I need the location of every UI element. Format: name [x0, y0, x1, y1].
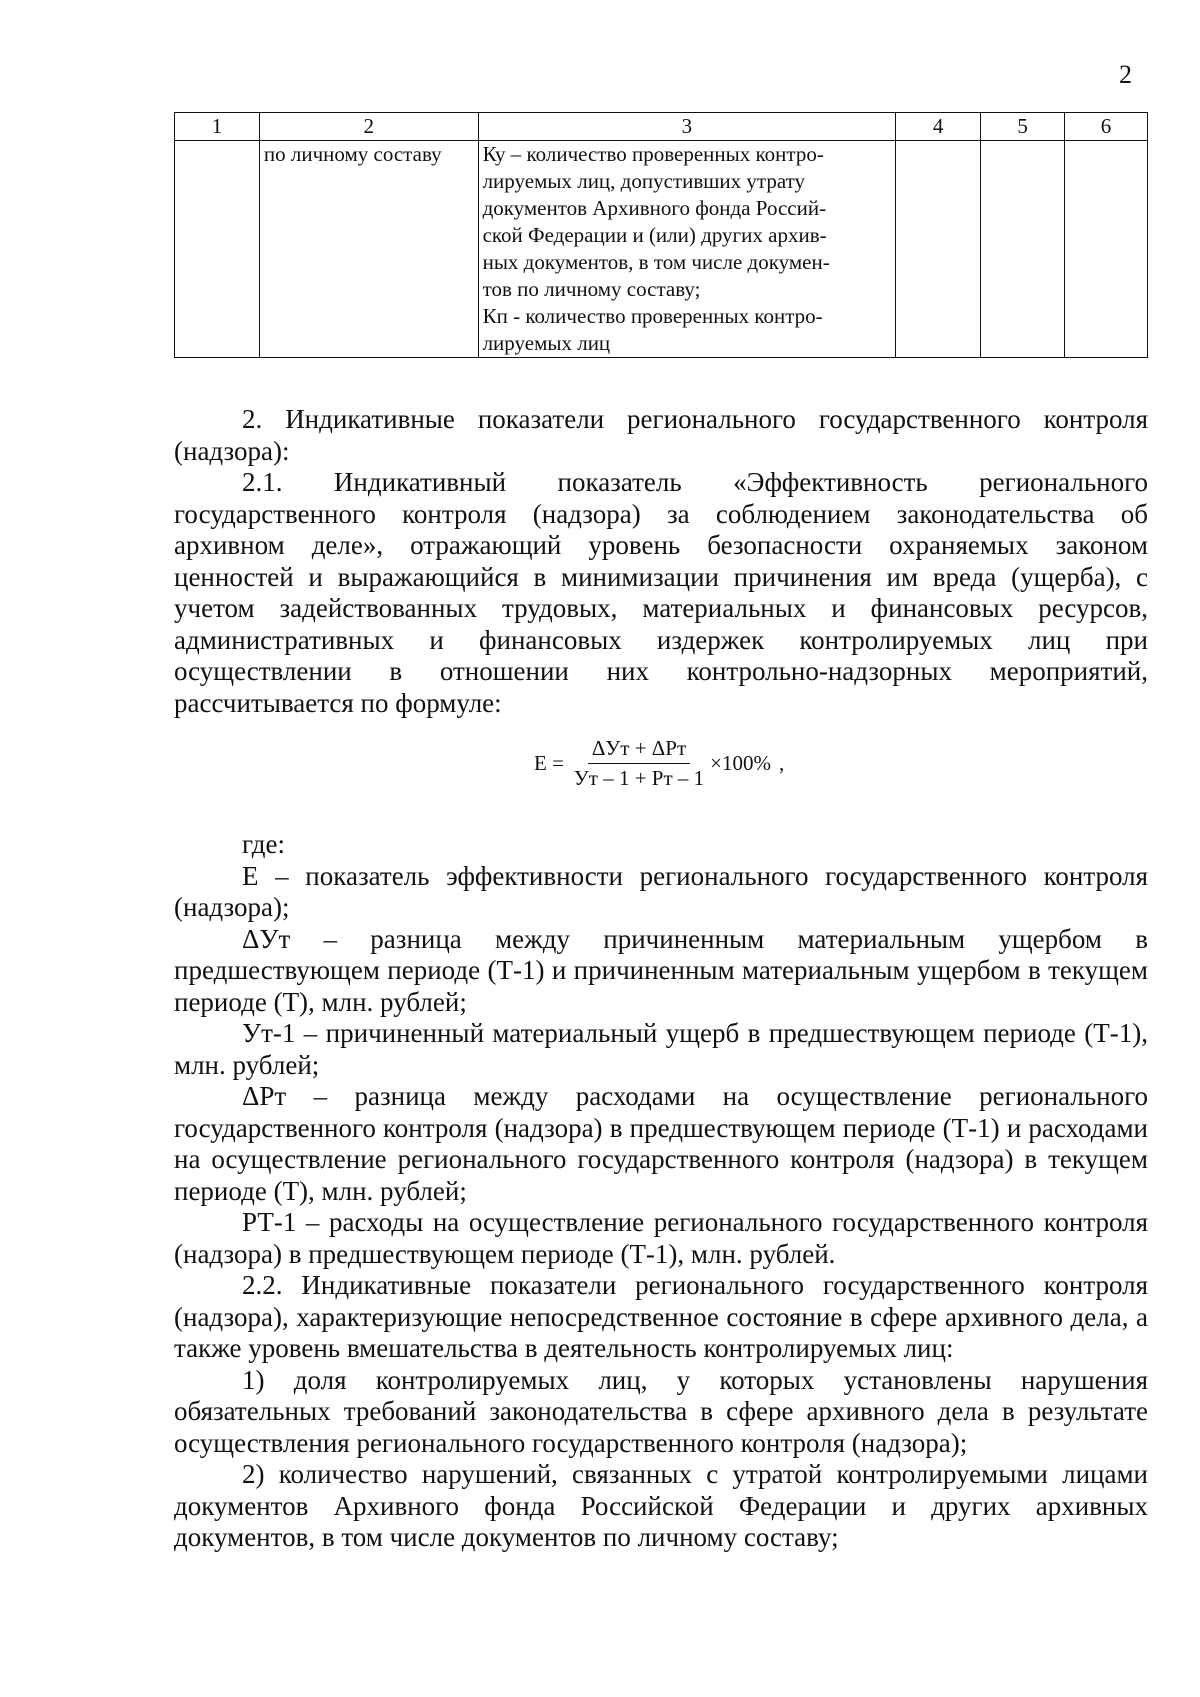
table-cell: [1065, 141, 1148, 358]
formula-lhs: E =: [534, 750, 564, 775]
paragraph: РТ-1 – расходы на осуществление регионального государственного контроля (надзора) в предшествующем периоде (Т-1), млн. рублей.: [174, 1207, 1148, 1269]
table-cell: [981, 141, 1065, 358]
paragraph: 2) количество нарушений, связанных с утратой контролируемыми лицами документов Архивного фонда Российской Федерации и других архивных документов, в том числе документов по личному составу;: [174, 1459, 1148, 1552]
table-cell: [175, 141, 260, 358]
table-row: [175, 141, 1148, 358]
paragraph: где:: [242, 829, 285, 859]
formula-comma: ,: [779, 750, 785, 775]
paragraph: 2. Индикативные показатели регионального государственного контроля (надзора):: [174, 404, 1148, 466]
table-header-cell: 6: [1065, 113, 1148, 141]
table-header-cell: 4: [896, 113, 981, 141]
paragraph: 2.1. Индикативный показатель «Эффективность регионального государственного контроля (надзора) за соблюдением законодательства об архивном деле», отражающий уровень безопасности охраняемых законом ценностей и выражающийся в минимизации причинения им вреда (ущерба), с учетом задействованных трудовых, материальных и финансовых ресурсов, административных и финансовых издержек контролируемых лиц при осуществлении в отношении них контрольно-надзорных мероприятий, рассчитывается по формуле:: [174, 467, 1148, 718]
table-header-cell: 5: [981, 113, 1065, 141]
table-cell: по личному составу: [259, 141, 478, 358]
paragraph: 1) доля контролируемых лиц, у которых установлены нарушения обязательных требований законодательства в сфере архивного дела в результате осуществления регионального государственного контроля (надзора);: [174, 1364, 1148, 1458]
paragraph: Ут-1 – причиненный материальный ущерб в предшествующем периоде (Т-1), млн. рублей;: [174, 1018, 1148, 1080]
formula-fraction: [570, 736, 708, 791]
paragraph: Е – показатель эффективности регионального государственного контроля (надзора);: [174, 860, 1148, 922]
indicators-section: [174, 404, 1148, 719]
formula-numerator: ΔУт + ΔРт: [588, 736, 690, 764]
definitions-section: [174, 829, 1148, 1554]
table-header-cell: 3: [478, 113, 896, 141]
efficiency-formula: [534, 728, 784, 798]
table-cell: [896, 141, 981, 358]
table-cell: Ку – количество проверенных контро- лируемых лиц, допустивших утрату документов Архивного фонда Россий- ской Федерации и (или) других архив- ных документов, в том числе докумен- тов по личному составу; Кп - количество проверенных контро- лируемых лиц: [478, 141, 896, 358]
paragraph: 2.2. Индикативные показатели регионального государственного контроля (надзора), характеризующие непосредственное состояние в сфере архивного дела, а также уровень вмешательства в деятельность контролируемых лиц:: [174, 1270, 1148, 1363]
paragraph: ΔРт – разница между расходами на осуществление регионального государственного контроля (надзора) в предшествующем периоде (Т-1) и расходами на осуществление регионального государственного контроля (надзора) в текущем периоде (Т), млн. рублей;: [174, 1081, 1148, 1206]
table-header-row: [175, 113, 1148, 141]
table-header-cell: 1: [175, 113, 260, 141]
page-number: 2: [1119, 60, 1132, 89]
formula-multiplier: ×100%: [710, 750, 772, 775]
table-header-cell: 2: [259, 113, 478, 141]
indicator-table: [174, 112, 1148, 358]
paragraph: ΔУт – разница между причиненным материальным ущербом в предшествующем периоде (Т-1) и причиненным материальным ущербом в текущем периоде (Т), млн. рублей;: [174, 923, 1148, 1017]
formula-denominator: Ут – 1 + Рт – 1: [573, 765, 705, 790]
